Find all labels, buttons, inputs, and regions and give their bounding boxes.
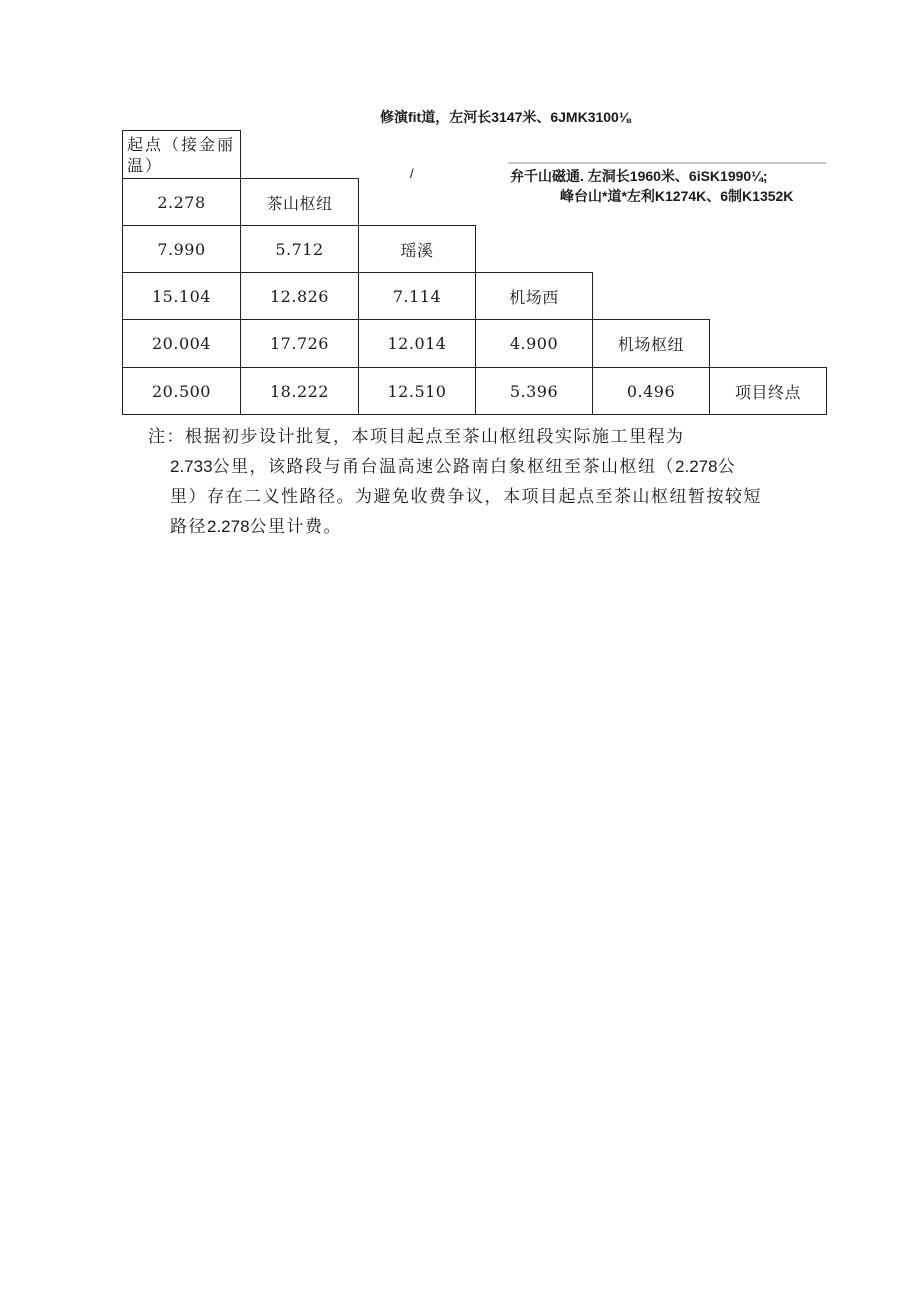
station-yaoxi: 瑶溪 (358, 225, 476, 273)
table-cell: 15.104 (122, 272, 241, 320)
table-cell: 20.500 (122, 367, 241, 415)
station-start: 起点（接金丽温） (122, 130, 241, 179)
table-cell: 2.278 (122, 178, 241, 226)
table-cell: 5.396 (475, 367, 593, 415)
tunnel-note-line-2: 弁千山磁通. 左洞长1960米、6iSK1990¼; (510, 168, 768, 184)
table-cell: 12.510 (358, 367, 476, 415)
station-end: 项目终点 (709, 367, 827, 415)
footnote-line-3: 里）存在二义性路径。为避免收费争议，本项目起点至茶山枢纽暂按较短 (170, 487, 762, 507)
footnote-line-1: 注：根据初步设计批复，本项目起点至茶山枢纽段实际施工里程为 (148, 427, 685, 447)
table-cell: 7.990 (122, 225, 241, 273)
footnote-text: 公 (717, 457, 737, 477)
footnote-number: 2.278 (675, 457, 718, 476)
tunnel-note-line-1: 修演fit道，左河长3147米、6JMK3100⅛ (380, 109, 631, 125)
table-cell: 18.222 (240, 367, 359, 415)
tunnel-note-line-3: 峰台山*道*左利K1274K、6制K1352K (560, 188, 794, 204)
station-chashan: 茶山枢纽 (240, 178, 359, 226)
footnote-number: 2.278 (207, 517, 250, 536)
table-cell: 7.114 (358, 272, 476, 320)
footnote-text: 公里计费。 (249, 517, 343, 537)
footnote-text: 公里，该路段与甬台温高速公路南白象枢纽至茶山枢纽（ (212, 457, 676, 477)
table-cell: 12.826 (240, 272, 359, 320)
table-cell: 0.496 (592, 367, 710, 415)
table-cell: 4.900 (475, 319, 593, 368)
table-cell: 17.726 (240, 319, 359, 368)
footnote-line-4 (170, 512, 342, 542)
footnote-text: 路径 (170, 517, 207, 537)
table-cell: 5.712 (240, 225, 359, 273)
footnote-line-2 (170, 452, 736, 482)
table-cell: 20.004 (122, 319, 241, 368)
divider-rule (508, 162, 826, 164)
table-cell: 12.014 (358, 319, 476, 368)
slash-mark: / (410, 166, 414, 181)
station-jichang-shuniu: 机场枢纽 (592, 319, 710, 368)
footnote-number: 2.733 (170, 457, 213, 476)
station-jichangxi: 机场西 (475, 272, 593, 320)
